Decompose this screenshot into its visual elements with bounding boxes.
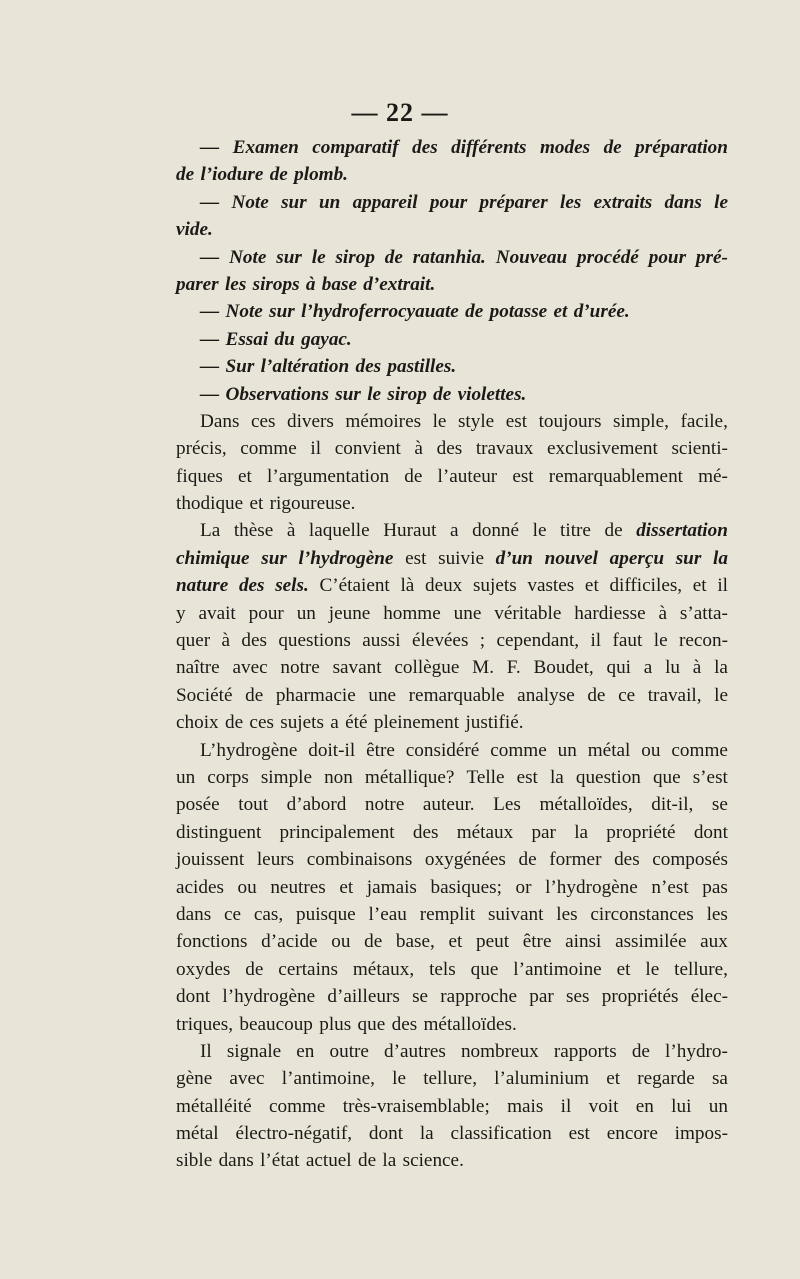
text-line: — Note sur l’hydroferrocyauate de potasse et d’urée. <box>200 301 630 323</box>
text-line: gène avec l’antimoine, le tellure, l’aluminium et regarde sa <box>176 1068 728 1090</box>
text-line: nature des sels. C’étaient là deux sujets vastes et difficiles, et il <box>176 575 728 597</box>
text-line: triques, beaucoup plus que des métalloïdes. <box>176 1013 517 1035</box>
text-line: fiques et l’argumentation de l’auteur est remarquablement mé- <box>176 465 728 487</box>
text-line: quer à des questions aussi élevées ; cependant, il faut le recon- <box>176 630 728 652</box>
text-line: Il signale en outre d’autres nombreux rapports de l’hydro- <box>200 1040 728 1062</box>
text-line: L’hydrogène doit-il être considéré comme un métal ou comme <box>200 739 728 761</box>
text-line: — Note sur le sirop de ratanhia. Nouveau procédé pour pré- <box>200 246 728 268</box>
text-line: un corps simple non métallique? Telle est la question que s’est <box>176 766 728 788</box>
text-line: — Examen comparatif des différents modes de préparation <box>200 137 728 158</box>
text-line: — Sur l’altération des pastilles. <box>200 356 457 378</box>
text-line: chimique sur l’hydrogène est suivie d’un nouvel aperçu sur la <box>176 547 728 569</box>
text-line: métal électro-négatif, dont la classification est encore impos- <box>176 1123 728 1145</box>
text-line: y avait pour un jeune homme une véritable hardiesse à s’atta- <box>176 602 728 624</box>
text-line: — Note sur un appareil pour préparer les extraits dans le <box>200 191 728 213</box>
text-line: jouissent leurs combinaisons oxygénées de former des composés <box>176 849 728 871</box>
text-line: vide. <box>176 219 213 241</box>
text-line: Dans ces divers mémoires le style est toujours simple, facile, <box>200 410 728 432</box>
text-line: dans ce cas, puisque l’eau remplit suivant les circonstances les <box>176 903 728 925</box>
text-line: métalléité comme très-vraisemblable; mais il voit en lui un <box>176 1095 728 1117</box>
text-line: — Observations sur le sirop de violettes. <box>200 383 527 405</box>
text-line: naître avec notre savant collègue M. F. Boudet, qui a lu à la <box>176 657 728 679</box>
text-line: acides ou neutres et jamais basiques; or l’hydrogène n’est pas <box>176 876 728 898</box>
text-line: posée tout d’abord notre auteur. Les métalloïdes, dit-il, se <box>176 794 728 816</box>
text-line: Société de pharmacie une remarquable analyse de ce travail, le <box>176 684 728 706</box>
text-line: distinguent principalement des métaux par la propriété dont <box>176 821 728 843</box>
text-line: précis, comme il convient à des travaux exclusivement scienti- <box>176 438 728 460</box>
page-number: — 22 — <box>351 98 449 127</box>
text-line: La thèse à laquelle Huraut a donné le titre de dissertation <box>200 520 728 542</box>
body-text <box>176 134 728 1175</box>
text-line: thodique et rigoureuse. <box>176 493 356 515</box>
text-line: de l’iodure de plomb. <box>176 164 348 186</box>
text-line: sible dans l’état actuel de la science. <box>176 1150 464 1172</box>
text-line: dont l’hydrogène d’ailleurs se rapproche par ses propriétés élec- <box>176 986 728 1008</box>
text-line: oxydes de certains métaux, tels que l’antimoine et le tellure, <box>176 958 728 980</box>
text-line: fonctions d’acide ou de base, et peut être ainsi assimilée aux <box>176 931 728 953</box>
text-line: parer les sirops à base d’extrait. <box>176 273 436 295</box>
text-line: — Essai du gayac. <box>200 328 352 350</box>
text-line: choix de ces sujets a été pleinement justifié. <box>176 712 524 734</box>
